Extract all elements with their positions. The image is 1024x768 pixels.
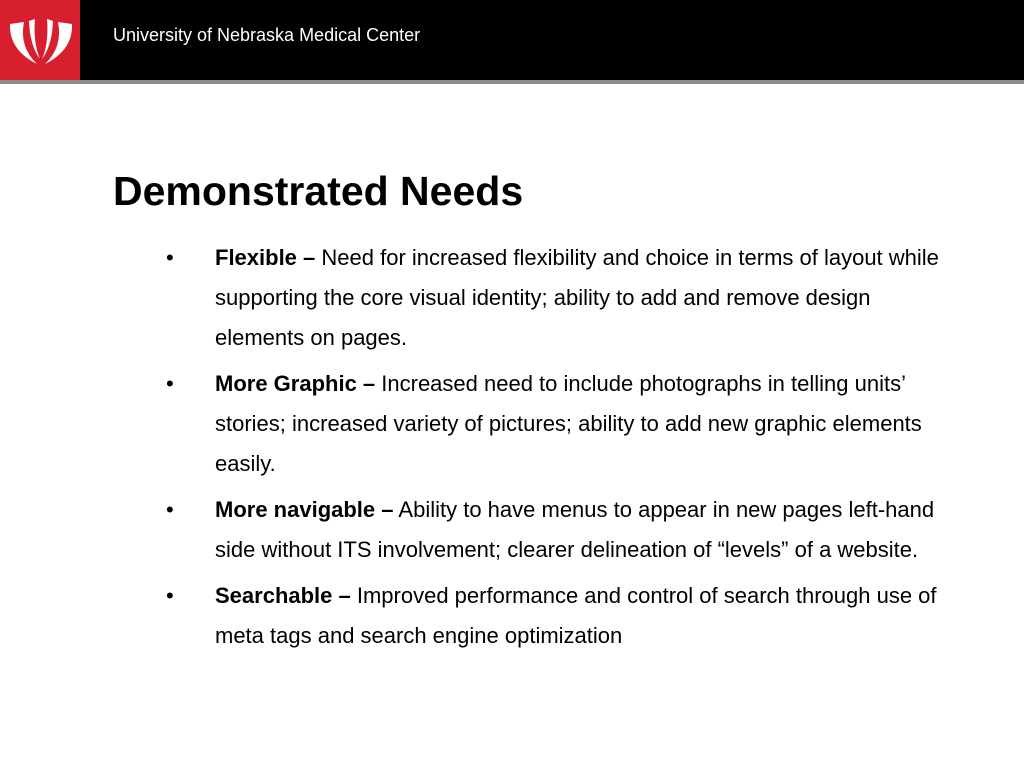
bullet-heading: More navigable –	[215, 497, 394, 522]
header-divider	[0, 80, 1024, 84]
logo	[0, 0, 80, 80]
bullet-text: Ability to have menus to appear in new pages left-hand side without ITS involvement; clearer delineation of “levels” of a website.	[215, 497, 935, 562]
bullet-heading: More Graphic –	[215, 371, 376, 396]
unmc-logo-icon	[6, 12, 76, 68]
bullet-marker: •	[166, 245, 174, 270]
bullet-item	[162, 576, 962, 656]
bullet-list	[162, 238, 962, 662]
bullet-item	[162, 238, 962, 358]
bullet-text: Improved performance and control of search through use of meta tags and search engine optimization	[215, 583, 937, 648]
slide-title: Demonstrated Needs	[113, 168, 524, 214]
bullet-marker: •	[166, 371, 174, 396]
bullet-text: Increased need to include photographs in telling units’ stories; increased variety of pictures; ability to add new graphic elements easily.	[215, 371, 922, 476]
bullet-heading: Searchable –	[215, 583, 351, 608]
bullet-heading: Flexible –	[215, 245, 316, 270]
bullet-marker: •	[166, 497, 174, 522]
bullet-item	[162, 364, 962, 484]
organization-name: University of Nebraska Medical Center	[113, 25, 421, 45]
bullet-item	[162, 490, 962, 570]
bullet-marker: •	[166, 583, 174, 608]
bullet-text: Need for increased flexibility and choice in terms of layout while supporting the core visual identity; ability to add and remove design elements on pages.	[215, 245, 939, 350]
header-bar	[0, 0, 1024, 80]
